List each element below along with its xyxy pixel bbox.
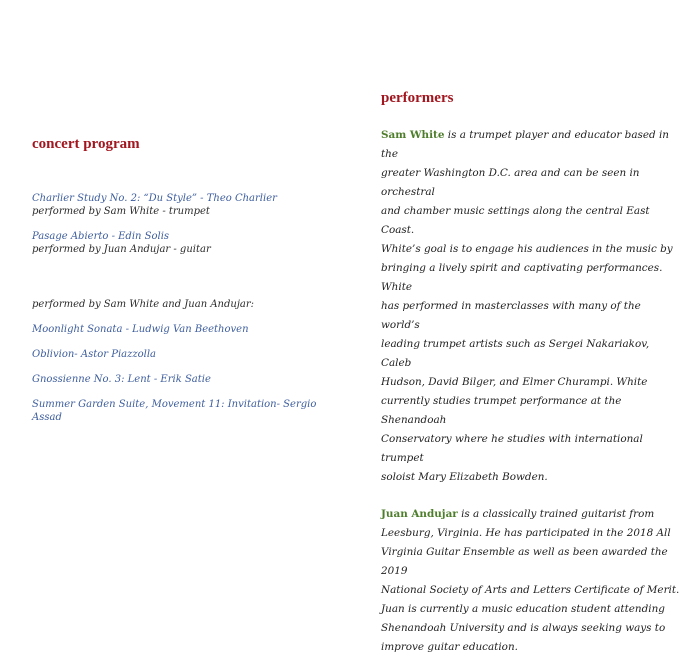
bio-line: Shenandoah University and is always seeking ways to [381, 622, 666, 634]
piece-title: Pasage Abierto - Edin Solis [32, 231, 170, 242]
bio-line: has performed in masterclasses with many of the world’s [381, 300, 641, 331]
piece-title: Summer Garden Suite, Movement 11: Invitation- Sergio Assad [32, 399, 317, 423]
bio-line: is a classically trained guitarist from [457, 508, 655, 520]
duo-intro-text: performed by Sam White and Juan Andujar: [32, 299, 255, 310]
performers-section [381, 126, 681, 657]
bio-line: and chamber music settings along the central East Coast. [381, 205, 650, 236]
bio-line: Virginia Guitar Ensemble as well as been awarded the 2019 [381, 546, 668, 577]
piece-title: Gnossienne No. 3: Lent - Erik Satie [32, 374, 211, 385]
piece-performer: performed by Juan Andujar - guitar [32, 244, 211, 255]
piece-title: Oblivion- Astor Piazzolla [32, 349, 157, 360]
bio-spacer [381, 487, 681, 505]
bio-line: National Society of Arts and Letters Certificate of Merit. [381, 584, 680, 596]
bio-line: greater Washington D.C. area and can be seen in orchestral [381, 167, 640, 198]
program-item [32, 398, 332, 424]
performers-heading: performers [381, 90, 454, 106]
bio-line: Leesburg, Virginia. He has participated in the 2018 All [381, 527, 671, 539]
program-list [32, 192, 332, 424]
piece-title: Moonlight Sonata - Ludwig Van Beethoven [32, 324, 249, 335]
bio-line: White’s goal is to engage his audiences in the music by [381, 243, 673, 255]
program-item [32, 348, 332, 361]
bio-line: Juan is currently a music education student attending [381, 603, 665, 615]
performer-name: Juan Andujar [381, 508, 458, 520]
bio-line: is a trumpet player and educator based in the [381, 129, 669, 160]
performer-bio [381, 126, 681, 487]
performer-bio [381, 505, 681, 657]
performer-name: Sam White [381, 129, 445, 141]
bio-line: improve guitar education. [381, 641, 518, 653]
bio-line: Conservatory where he studies with international trumpet [381, 433, 643, 464]
bio-line: leading trumpet artists such as Sergei Nakariakov, Caleb [381, 338, 650, 369]
concert-program-heading: concert program [32, 136, 140, 152]
bio-line: currently studies trumpet performance at the Shenandoah [381, 395, 622, 426]
program-item [32, 373, 332, 386]
bio-line: Hudson, David Bilger, and Elmer Churampi. White [381, 376, 648, 388]
bio-line: bringing a lively spirit and captivating performances. White [381, 262, 663, 293]
piece-performer: performed by Sam White - trumpet [32, 206, 210, 217]
program-item [32, 230, 332, 256]
program-item [32, 192, 332, 218]
piece-title: Charlier Study No. 2: “Du Style” - Theo Charlier [32, 193, 277, 204]
duo-intro [32, 298, 332, 311]
program-item [32, 323, 332, 336]
bio-line: soloist Mary Elizabeth Bowden. [381, 471, 548, 483]
